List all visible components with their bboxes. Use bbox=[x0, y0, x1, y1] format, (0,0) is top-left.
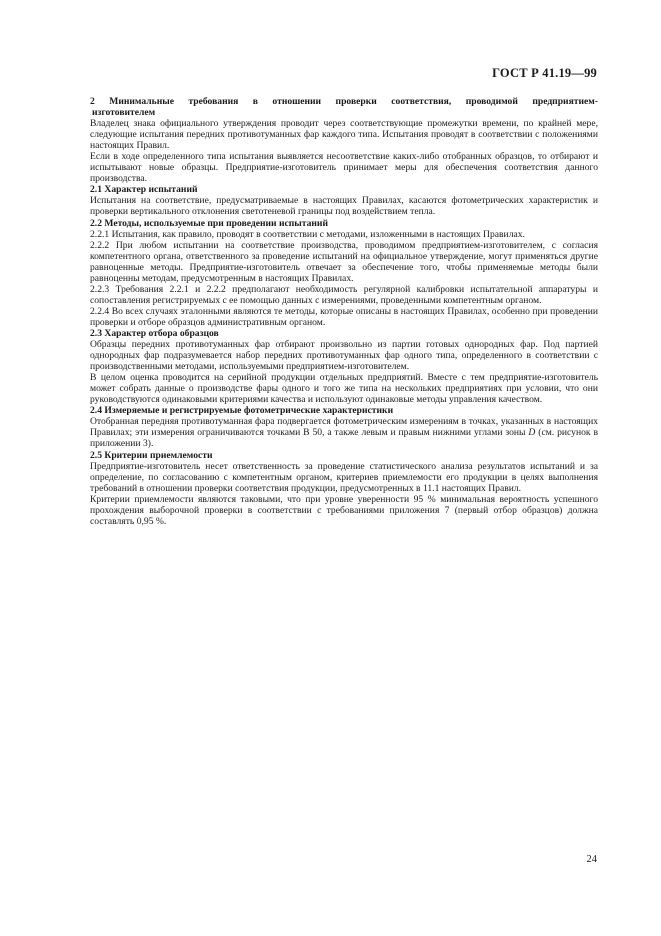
paragraph: Испытания на соответствие, предусматриваемые в настоящих Правилах, касаются фотометрических характеристик и проверки вертикального отклонения светотеневой границы под воздействием тепла. bbox=[90, 195, 598, 218]
standard-header: ГОСТ Р 41.19—99 bbox=[492, 66, 597, 80]
page-number: 24 bbox=[586, 854, 597, 865]
text-run: (см. рисунок в приложении 3). bbox=[90, 427, 598, 450]
paragraph: Владелец знака официального утверждения проводит через соответствующие промежутки времени, по крайней мере, следующие испытания передних противотуманных фар каждого типа. Испытания проводят в соответствии с положениями настоящих Правил. bbox=[90, 118, 598, 152]
paragraph: 2.2.3 Требования 2.2.1 и 2.2.2 предполагают необходимость регулярной калибровки испытательной аппаратуры и сопоставления регистрируемых с ее помощью данных с измерениями, проведенными компетентным органом. bbox=[90, 283, 598, 306]
paragraph: Критерии приемлемости являются таковыми, что при уровне уверенности 95 % минимальная вероятность успешного прохождения выборочной проверки в соответствии с требованиями приложения 7 (первый отбор образцов) должна составлять 0,95 %. bbox=[90, 493, 598, 527]
text-run: Отобранная передняя противотуманная фара подвергается фотометрическим измерениям в точках, указанных в настоящих Правилах; эти измерения ограничиваются точками B 50, а также левым и правым нижними углами зоны bbox=[90, 416, 598, 439]
paragraph: 2.2.1 Испытания, как правило, проводят в соответствии с методами, изложенными в настоящих Правилах. bbox=[90, 228, 525, 240]
paragraph: В целом оценка проводится на серийной продукции отдельных предприятий. Вместе с тем предприятие-изготовитель может собрать данные о производстве фары одного и того же типа на нескольких предприятиях при условии, что они руководствуются одинаковыми критериями качества и используют одинаковые методы управления качеством. bbox=[90, 372, 598, 406]
heading-2-2: 2.2 Методы, используемые при проведении испытаний bbox=[90, 217, 328, 229]
document-body bbox=[90, 96, 598, 527]
paragraph bbox=[90, 416, 598, 449]
heading-2-4: 2.4 Измеряемые и регистрируемые фотометрические характеристики bbox=[90, 405, 394, 417]
section-2-title-line2: изготовителем bbox=[92, 107, 156, 119]
section-2-title-line1: 2 Минимальные требования в отношении проверки соответствия, проводимой предприятием- bbox=[90, 96, 598, 107]
paragraph: Образцы передних противотуманных фар отбирают произвольно из партии готовых однородных фар. Под партией однородных фар подразумевается набор передних противотуманных фар одного типа, определенного в соответствии с производственными методами, используемыми предприятием-изготовителем. bbox=[90, 339, 598, 373]
zone-label: D bbox=[528, 427, 536, 439]
paragraph: 2.2.2 При любом испытании на соответствие производства, проводимом предприятием-изготовителем, с согласия компетентного органа, ответственного за проведение испытаний на официальное утверждение, могут применяться другие равноценные методы. Предприятие-изготовитель отвечает за обеспечение того, чтобы применяемые методы были равноценны методам, предусмотренным в настоящих Правилах. bbox=[90, 239, 598, 284]
heading-2-5: 2.5 Критерии приемлемости bbox=[90, 449, 213, 461]
heading-2-3: 2.3 Характер отбора образцов bbox=[90, 327, 219, 339]
heading-2-1: 2.1 Характер испытаний bbox=[90, 184, 198, 196]
paragraph: Предприятие-изготовитель несет ответственность за проведение статистического анализа результатов испытаний и за определение, по согласованию с компетентным органом, критериев приемлемости его продукции в целях выполнения требований в отношении проверки соответствия продукции, предусмотренных в 11.1 настоящих Правил. bbox=[90, 460, 598, 494]
paragraph: Если в ходе определенного типа испытания выявляется несоответствие каких-либо отобранных образцов, то отбирают и испытывают новые образцы. Предприятие-изготовитель принимает меры для обеспечения соответствия данного производства. bbox=[90, 151, 598, 185]
paragraph: 2.2.4 Во всех случаях эталонными являются те методы, которые описаны в настоящих Правилах, особенно при проведении проверки и отборе образцов административным органом. bbox=[90, 305, 598, 328]
